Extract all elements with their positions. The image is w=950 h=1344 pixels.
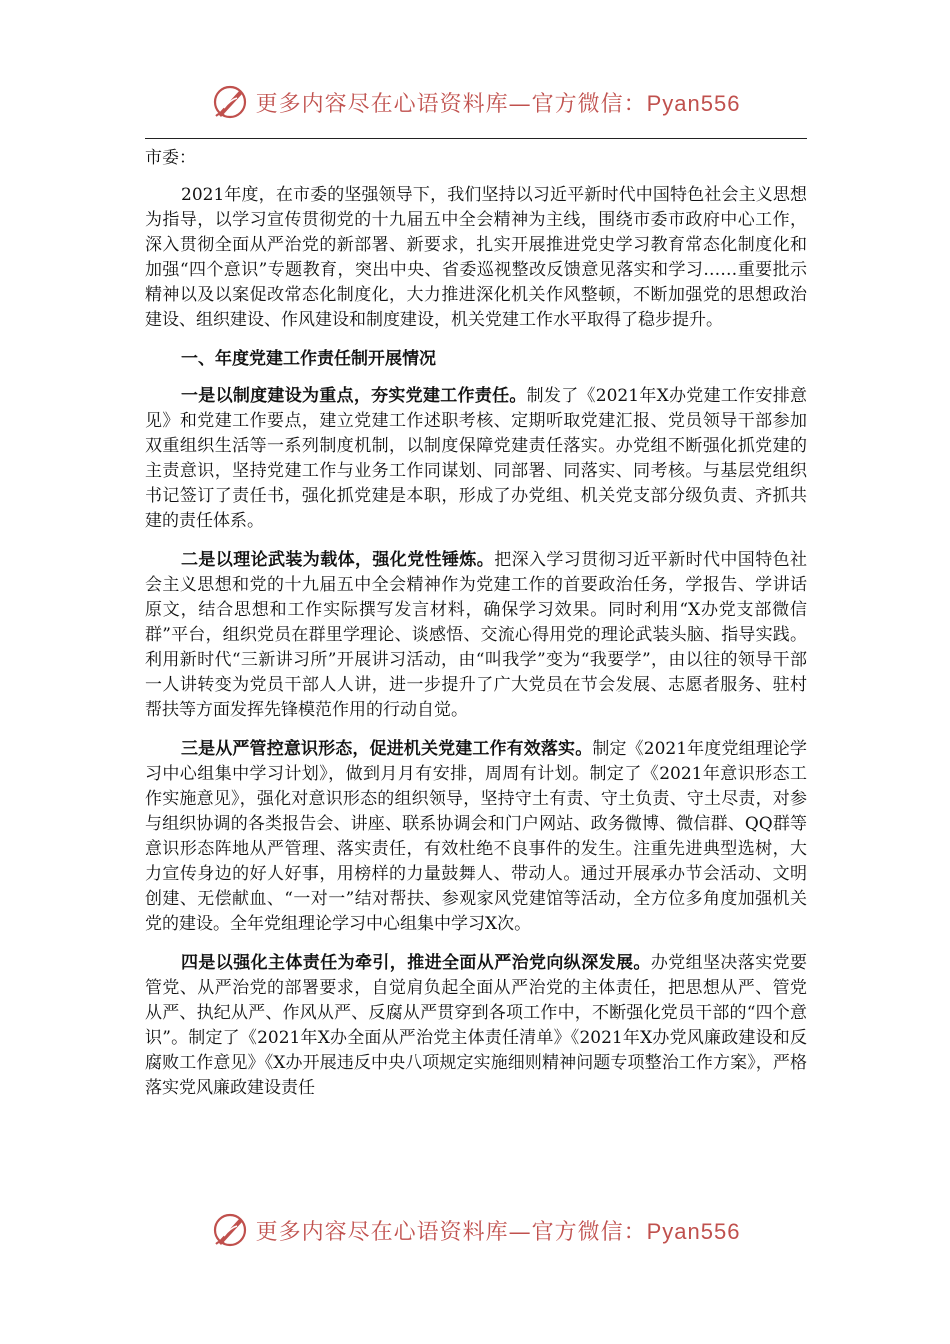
- section-heading: 一、年度党建工作责任制开展情况: [181, 349, 436, 369]
- item-paragraph: [145, 384, 807, 534]
- item-lead: 三是从严管控意识形态，促进机关党建工作有效落实。: [181, 739, 593, 759]
- item-body: 制发了《2021年X办党建工作安排意见》和党建工作要点，建立党建工作述职考核、定期听取党建汇报、党员领导干部参加双重组织生活等一系列制度机制，以制度保障党建责任落实。办党组不断强化抓党建的主责意识，坚持党建工作与业务工作同谋划、同部署、同落实、同考核。与基层党组织书记签订了责任书，强化抓党建是本职，形成了办党组、机关党支部分级负责、齐抓共建的责任体系。: [145, 386, 808, 531]
- footer-banner: [0, 1210, 950, 1254]
- item-body: 把深入学习贯彻习近平新时代中国特色社会主义思想和党的十九届五中全会精神作为党建工作的首要政治任务，学报告、学讲话原文，结合思想和工作实际撰写发言材料，确保学习效果。同时利用“X办党支部微信群”平台，组织党员在群里学理论、谈感悟、交流心得用党的理论武装头脑、指导实践。利用新时代“三新讲习所”开展讲习活动，由“叫我学”变为“我要学”，由以往的领导干部一人讲转变为党员干部人人讲，进一步提升了广大党员在节会发展、志愿者服务、驻村帮扶等方面发挥先锋模范作用的行动自觉。: [145, 550, 808, 720]
- item-paragraph: [145, 737, 807, 937]
- item-paragraph: [145, 951, 807, 1101]
- header-banner: [0, 82, 950, 126]
- banner-text: 更多内容尽在心语资料库—官方微信：Pyan556: [255, 1218, 741, 1245]
- header-rule: [145, 138, 807, 139]
- pen-logo-icon: [210, 82, 250, 122]
- item-lead: 二是以理论武装为载体，强化党性锤炼。: [181, 550, 495, 570]
- item-lead: 四是以强化主体责任为牵引，推进全面从严治党向纵深发展。: [181, 953, 651, 973]
- item-lead: 一是以制度建设为重点，夯实党建工作责任。: [181, 386, 527, 406]
- item-paragraph: [145, 548, 807, 723]
- intro-paragraph: 2021年度，在市委的坚强领导下，我们坚持以习近平新时代中国特色社会主义思想为指导，以学习宣传贯彻党的十九届五中全会精神为主线，围绕市委市政府中心工作，深入贯彻全面从严治党的新部署、新要求，扎实开展推进党史学习教育常态化制度化和加强“四个意识”专题教育，突出中央、省委巡视整改反馈意见落实和学习……重要批示精神以及以案促改常态化制度化，大力推进深化机关作风整顿，不断加强党的思想政治建设、组织建设、作风建设和制度建设，机关党建工作水平取得了稳步提升。: [145, 185, 807, 330]
- pen-logo-icon: [210, 1210, 250, 1250]
- document-body: [145, 146, 807, 1115]
- banner-text: 更多内容尽在心语资料库—官方微信：Pyan556: [255, 90, 741, 117]
- item-body: 办党组坚决落实党要管党、从严治党的部署要求，自觉肩负起全面从严治党的主体责任，把思想从严、管党从严、执纪从严、作风从严、反腐从严贯穿到各项工作中，不断强化党员干部的“四个意识”。制定了《2021年X办全面从严治党主体责任清单》《2021年X办党风廉政建设和反腐败工作意见》《X办开展违反中央八项规定实施细则精神问题专项整治工作方案》，严格落实党风廉政建设责任: [145, 953, 808, 1098]
- salutation: 市委：: [145, 148, 196, 168]
- item-body: 制定《2021年度党组理论学习中心组集中学习计划》，做到月月有安排，周周有计划。制定了《2021年意识形态工作实施意见》，强化对意识形态的组织领导，坚持守土有责、守土负责、守土尽责，对参与组织协调的各类报告会、讲座、联系协调会和门户网站、政务微博、微信群、QQ群等意识形态阵地从严管理、落实责任，有效杜绝不良事件的发生。注重先进典型选树，大力宣传身边的好人好事，用榜样的力量鼓舞人、带动人。通过开展承办节会活动、文明创建、无偿献血、“一对一”结对帮扶、参观家风党建馆等活动，全方位多角度加强机关党的建设。全年党组理论学习中心组集中学习X次。: [145, 739, 807, 934]
